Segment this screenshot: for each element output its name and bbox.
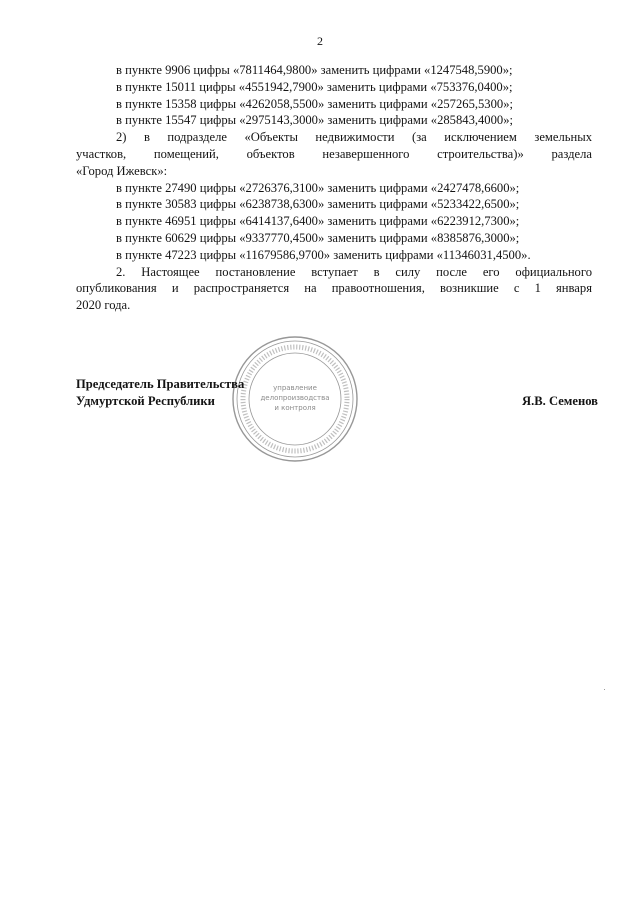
svg-text:и контроля: и контроля: [274, 404, 316, 412]
paragraph-line: в пункте 27490 цифры «2726376,3100» заменить цифрами «2427478,6600»;: [116, 180, 520, 195]
paragraph-line: 2. Настоящее постановление вступает в силу после его официального: [116, 264, 592, 279]
signatory-title-line2: Удмуртской Республики: [76, 394, 215, 408]
svg-text:управление: управление: [273, 384, 317, 392]
paragraph-line: в пункте 15547 цифры «2975143,3000» заменить цифрами «285843,4000»;: [116, 113, 513, 128]
document-body: [76, 62, 592, 314]
scan-speck: [604, 689, 605, 690]
paragraph-line: в пункте 15011 цифры «4551942,7900» заменить цифрами «753376,0400»;: [116, 79, 513, 94]
paragraph-line: в пункте 46951 цифры «6414137,6400» заменить цифрами «6223912,7300»;: [116, 214, 520, 229]
paragraph-line: участков, помещений, объектов незавершенного строительства)» раздела: [76, 146, 592, 161]
signatory-title-line1: Председатель Правительства: [76, 377, 245, 391]
svg-text:делопроизводства: делопроизводства: [260, 394, 330, 402]
paragraph-line: в пункте 15358 цифры «4262058,5500» заменить цифрами «257265,5300»;: [116, 96, 513, 111]
paragraph-line: в пункте 9906 цифры «7811464,9800» заменить цифрами «1247548,5900»;: [116, 63, 513, 77]
paragraph-line: «Город Ижевск»:: [76, 163, 168, 178]
paragraph-line: опубликования и распространяется на правоотношения, возникшие с 1 января: [76, 281, 592, 296]
paragraph-line: в пункте 30583 цифры «6238738,6300» заменить цифрами «5233422,6500»;: [116, 197, 520, 212]
signatory-name: Я.В. Семенов: [522, 394, 598, 408]
page-number: 2: [317, 34, 323, 48]
paragraph-line: 2020 года.: [76, 298, 131, 313]
paragraph-line: 2) в подразделе «Объекты недвижимости (за исключением земельных: [116, 130, 592, 145]
paragraph-line: в пункте 60629 цифры «9337770,4500» заменить цифрами «8385876,3000»;: [116, 230, 520, 245]
signature-block: [76, 376, 598, 410]
paragraph-line: в пункте 47223 цифры «11679586,9700» заменить цифрами «11346031,4500».: [116, 247, 531, 262]
